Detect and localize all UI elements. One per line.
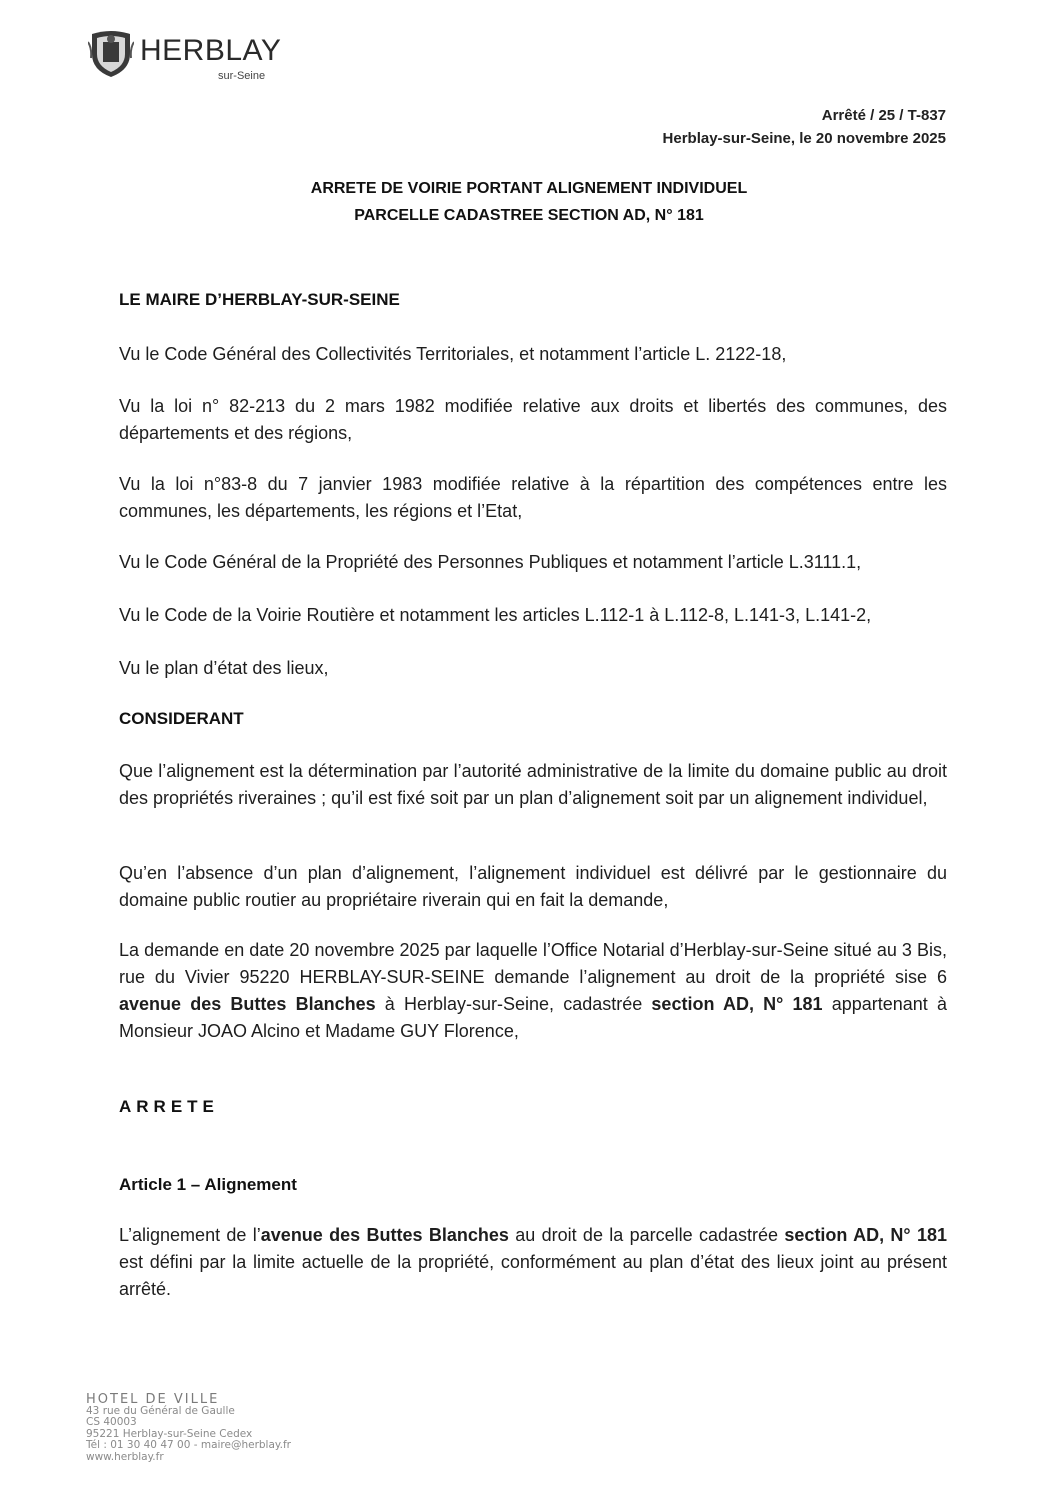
footer-title: HOTEL DE VILLE bbox=[86, 1392, 220, 1407]
footer-city: 95221 Herblay-sur-Seine Cedex bbox=[86, 1427, 253, 1440]
article-parcel: section AD, N° 181 bbox=[784, 1225, 947, 1245]
considerant-heading: CONSIDERANT bbox=[119, 709, 244, 728]
article-street: avenue des Buttes Blanches bbox=[260, 1225, 509, 1245]
considerant-2: Qu’en l’absence d’un plan d’alignement, l’alignement individuel est délivré par le gestionnaire du domaine public routier au propriétaire riverain qui en fait la demande, bbox=[119, 863, 947, 910]
considerant-1: Que l’alignement est la détermination par l’autorité administrative de la limite du domaine public au droit des propriétés riveraines ; qu’il est fixé soit par un plan d’alignement soit par un alignement individuel, bbox=[119, 761, 947, 808]
article-text-2: au droit de la parcelle cadastrée bbox=[508, 1225, 785, 1245]
arrete-number: Arrêté / 25 / T-837 bbox=[821, 107, 946, 124]
footer-website: www.herblay.fr bbox=[86, 1450, 164, 1463]
visa-4: Vu le Code Général de la Propriété des Personnes Publiques et notamment l’article L.3111.1, bbox=[119, 552, 862, 572]
visa-3: Vu la loi n°83-8 du 7 janvier 1983 modifiée relative à la répartition des compétences entre les communes, les départements, les régions et l’Etat, bbox=[119, 474, 947, 521]
demande-text-1: La demande en date 20 novembre 2025 par laquelle l’Office Notarial d’Herblay-sur-Seine situé au 3 Bis, rue du Vivier 95220 HERBLAY-SUR-SEINE demande l’alignement au droit de la propriété sise 6 bbox=[119, 940, 947, 987]
demande-street: avenue des Buttes Blanches bbox=[119, 994, 376, 1014]
demande-parcel: section AD, N° 181 bbox=[651, 994, 823, 1014]
article-1-heading: Article 1 – Alignement bbox=[119, 1175, 297, 1194]
demande-text-2: à Herblay-sur-Seine, cadastrée bbox=[375, 994, 652, 1014]
article-text-3: est défini par la limite actuelle de la propriété, conformément au plan d’état des lieux joint au présent arrêté. bbox=[119, 1252, 947, 1299]
footer-contact: Tél : 01 30 40 47 00 - maire@herblay.fr bbox=[86, 1439, 291, 1451]
article-1-text bbox=[119, 1222, 947, 1303]
demande-text-3: appartenant à Monsieur JOAO Alcino et Madame GUY Florence, bbox=[119, 994, 947, 1041]
issuer-heading: LE MAIRE D’HERBLAY-SUR-SEINE bbox=[119, 290, 400, 309]
place-date: Herblay-sur-Seine, le 20 novembre 2025 bbox=[662, 130, 946, 147]
footer-address bbox=[86, 1394, 291, 1463]
document-title bbox=[0, 175, 1058, 229]
visa-1: Vu le Code Général des Collectivités Territoriales, et notamment l’article L. 2122-18, bbox=[119, 344, 787, 364]
logo-name: HERBLAY bbox=[140, 34, 282, 67]
arrete-heading: ARRETE bbox=[119, 1097, 219, 1116]
document-reference bbox=[663, 104, 946, 150]
demande-paragraph bbox=[119, 937, 947, 1045]
logo-subtitle: sur-Seine bbox=[218, 70, 266, 82]
title-line-2: PARCELLE CADASTREE SECTION AD, N° 181 bbox=[354, 207, 704, 224]
visa-2: Vu la loi n° 82-213 du 2 mars 1982 modifiée relative aux droits et libertés des communes, des départements et des régions, bbox=[119, 396, 947, 443]
article-text-1: L’alignement de l’ bbox=[119, 1225, 261, 1245]
visa-6: Vu le plan d’état des lieux, bbox=[119, 658, 329, 678]
title-line-1: ARRETE DE VOIRIE PORTANT ALIGNEMENT INDIVIDUEL bbox=[310, 180, 748, 197]
footer-cs: CS 40003 bbox=[86, 1416, 137, 1428]
footer-street: 43 rue du Général de Gaulle bbox=[86, 1404, 235, 1417]
visa-5: Vu le Code de la Voirie Routière et notamment les articles L.112-1 à L.112-8, L.141-3, L.141-2, bbox=[119, 605, 872, 625]
crest-icon bbox=[88, 28, 134, 78]
